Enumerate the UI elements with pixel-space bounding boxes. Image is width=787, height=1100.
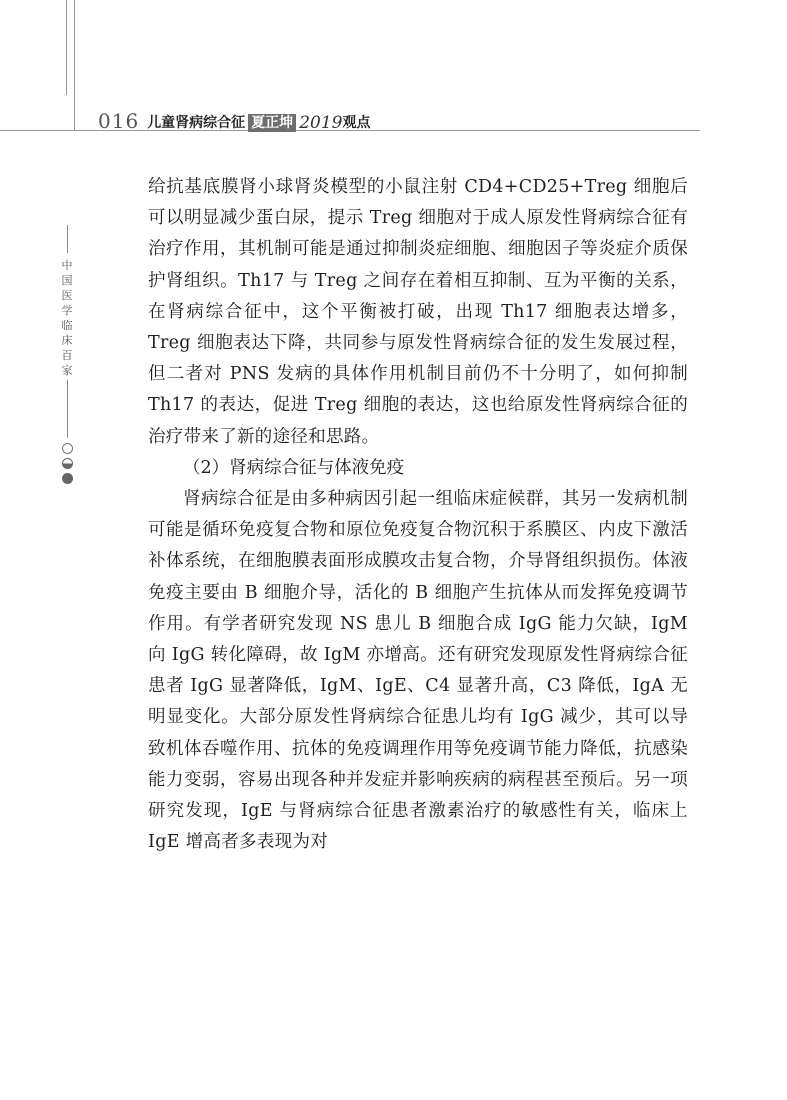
side-series-label: 中国医学临床百家 [61, 259, 73, 377]
half-filled-circle-icon [62, 458, 73, 469]
frame-line-vertical-1 [66, 0, 67, 95]
book-subtitle: 观点 [342, 115, 371, 131]
author-name: 夏正坤 [248, 114, 296, 132]
paragraph-treg: 给抗基底膜肾小球肾炎模型的小鼠注射 CD4+CD25+Treg 细胞后可以明显减少蛋白尿，提示 Treg 细胞对于成人原发性肾病综合征有治疗作用，其机制可能是通过抑制炎症细胞、细胞因子等炎症介质保护肾组织。Th17 与 Treg 之间存在着相互抑制、互为平衡的关系，在肾病综合征中，这个平衡被打破，出现 Th17 细胞表达增多，Treg 细胞表达下降，共同参与原发性肾病综合征的发生发展过程，但二者对 PNS 发病的具体作用机制目前仍不十分明了，如何抑制 Th17 的表达，促进 Treg 细胞的表达，这也给原发性肾病综合征的治疗带来了新的途径和思路。 [148, 177, 688, 447]
frame-line-vertical-2 [74, 0, 75, 130]
section-subheading: （2）肾病综合征与体液免疫 [183, 457, 405, 478]
page-number: 016 [98, 109, 140, 133]
page-header [98, 108, 370, 132]
paragraph-humoral-immunity: 肾病综合征是由多种病因引起一组临床症候群，其另一发病机制可能是循环免疫复合物和原位免疫复合物沉积于系膜区、内皮下激活补体系统，在细胞膜表面形成膜攻击复合物，介导肾组织损伤。体液免疫主要由 B 细胞介导，活化的 B 细胞产生抗体从而发挥免疫调节作用。有学者研究发现 NS 患儿 B 细胞合成 IgG 能力欠缺，IgM 向 IgG 转化障碍，故 IgM 亦增高。还有研究发现原发性肾病综合征患者 IgG 显著降低，IgM、IgE、C4 显著升高，C3 降低，IgA 无明显变化。大部分原发性肾病综合征患儿均有 IgG 减少，其可以导致机体吞噬作用、抗体的免疫调理作用等免疫调节能力降低，抗感染能力变弱，容易出现各种并发症并影响疾病的病程甚至预后。另一项研究发现，IgE 与肾病综合征患者激素治疗的敏感性有关，临床上 IgE 增高者多表现为对 [148, 489, 688, 853]
side-line-bottom [67, 380, 68, 438]
hollow-circle-icon [62, 443, 73, 454]
book-title: 儿童肾病综合征 [147, 115, 246, 131]
main-body-text [148, 172, 688, 858]
filled-circle-icon [62, 473, 73, 484]
side-line-top [67, 225, 68, 253]
book-year: 2019 [299, 113, 343, 133]
